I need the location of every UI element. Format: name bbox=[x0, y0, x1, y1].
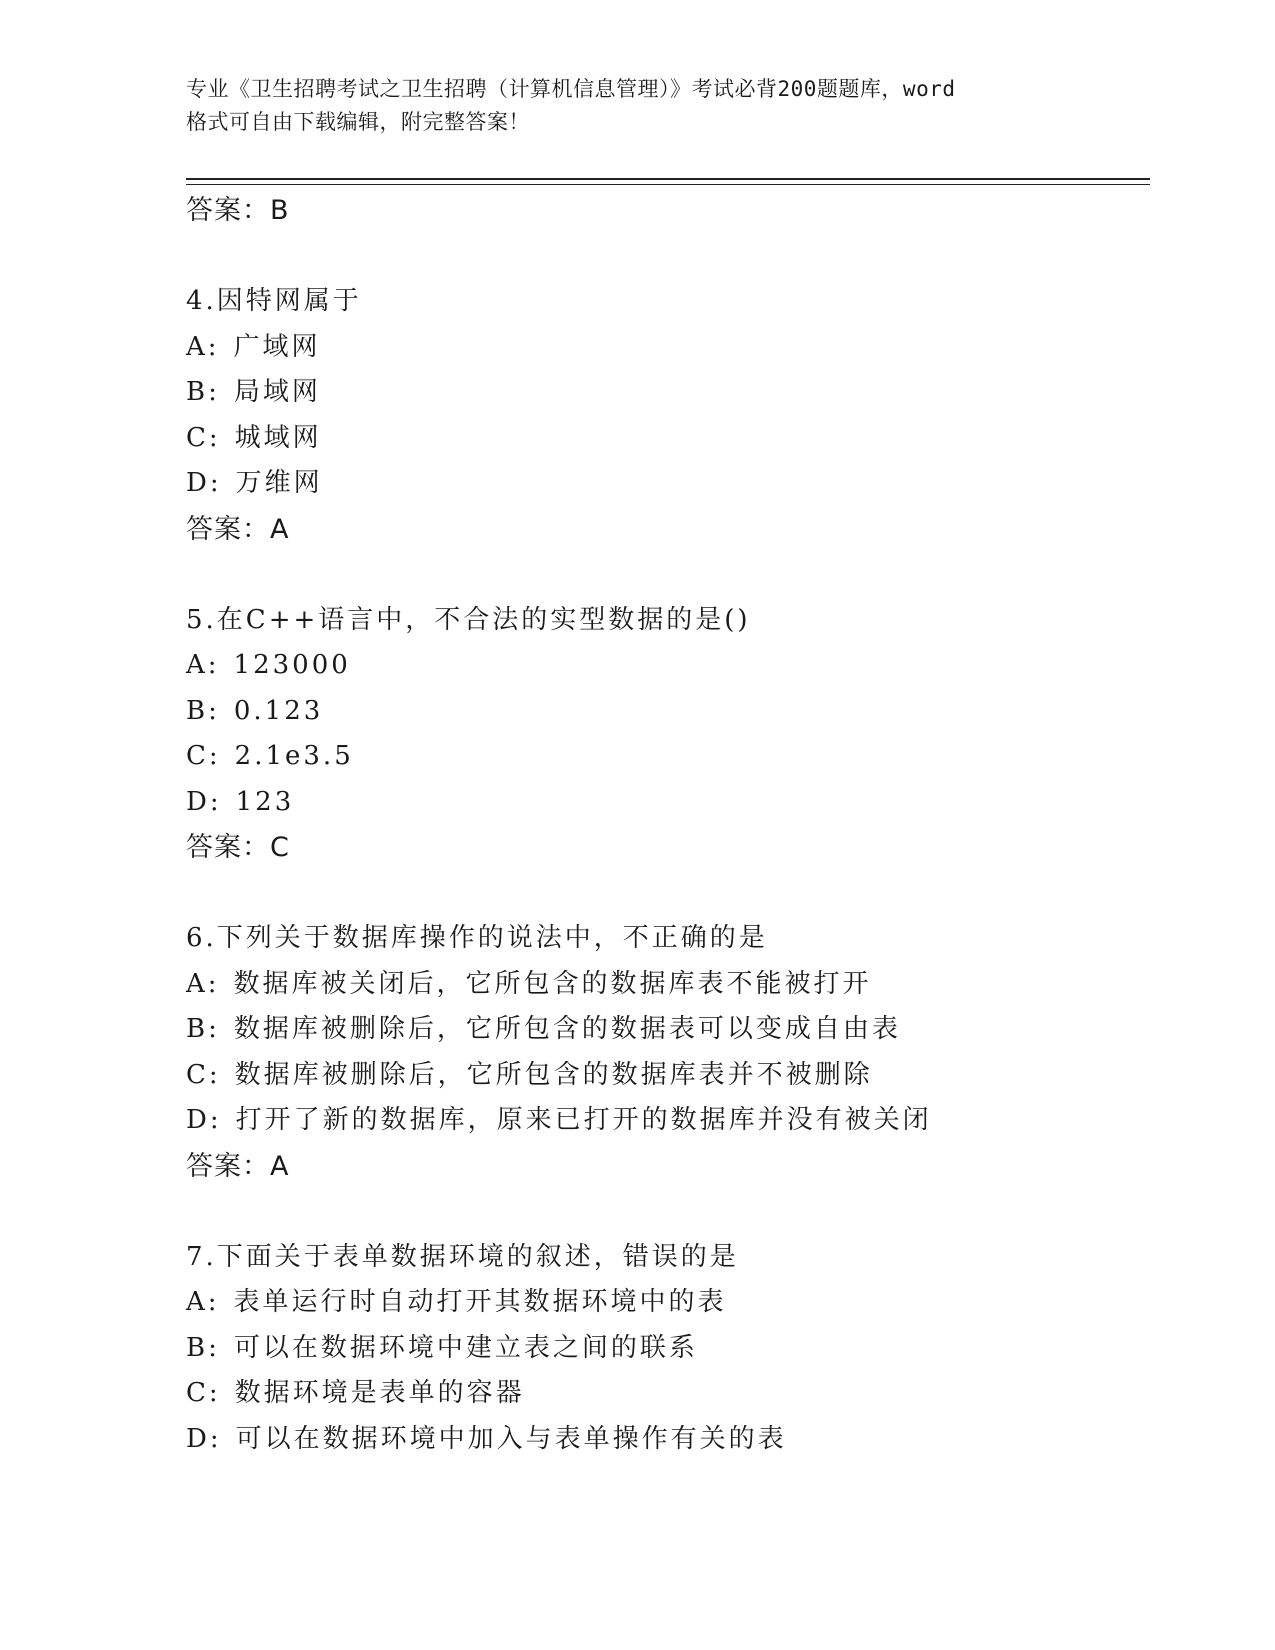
question-option bbox=[186, 1098, 1150, 1144]
spacer bbox=[186, 871, 1150, 917]
question-option bbox=[186, 1280, 1150, 1326]
option-text: 数据库被删除后，它所包含的数据库表并不被删除 bbox=[234, 1059, 873, 1090]
question-answer: 答案：A bbox=[186, 1150, 290, 1182]
question-option bbox=[186, 962, 1150, 1008]
spacer bbox=[186, 552, 1150, 598]
question-option bbox=[186, 325, 1150, 371]
option-text: 数据库被删除后，它所包含的数据表可以变成自由表 bbox=[233, 1014, 901, 1044]
option-key: A: bbox=[186, 650, 220, 680]
question-option bbox=[186, 643, 1150, 689]
question-option bbox=[186, 1417, 1150, 1463]
option-key: C: bbox=[186, 741, 221, 771]
question-option bbox=[186, 370, 1150, 416]
question-option bbox=[186, 1053, 1150, 1099]
question-option bbox=[186, 461, 1150, 507]
question-stem: 4.因特网属于 bbox=[186, 286, 362, 316]
question-option bbox=[186, 1326, 1150, 1372]
header-rule-thin bbox=[186, 184, 1150, 185]
option-text: 广域网 bbox=[233, 331, 321, 362]
document-header bbox=[186, 73, 1086, 139]
spacer bbox=[186, 234, 1150, 280]
question-list bbox=[186, 188, 1150, 1462]
question-stem: 5.在C++语言中，不合法的实型数据的是() bbox=[186, 604, 751, 635]
option-text: 数据环境是表单的容器 bbox=[234, 1378, 525, 1408]
option-key: C: bbox=[186, 1378, 221, 1408]
option-key: A: bbox=[186, 968, 220, 999]
question-option bbox=[186, 689, 1150, 735]
question-stem: 6.下列关于数据库操作的说法中，不正确的是 bbox=[186, 923, 768, 953]
option-text: 2.1e3.5 bbox=[234, 741, 354, 771]
option-key: B: bbox=[186, 377, 220, 407]
option-text: 123000 bbox=[233, 650, 351, 680]
option-text: 表单运行时自动打开其数据环境中的表 bbox=[233, 1287, 727, 1317]
option-text: 城域网 bbox=[234, 422, 322, 453]
option-text: 数据库被关闭后，它所包含的数据库表不能被打开 bbox=[233, 968, 872, 999]
option-text: 123 bbox=[235, 786, 295, 817]
question-block bbox=[186, 916, 1150, 1189]
option-key: C: bbox=[186, 422, 221, 453]
spacer bbox=[186, 1189, 1150, 1235]
option-key: B: bbox=[186, 695, 220, 726]
option-text: 0.123 bbox=[233, 695, 324, 726]
question-block bbox=[186, 279, 1150, 552]
option-key: D: bbox=[186, 468, 222, 498]
question-block bbox=[186, 598, 1150, 871]
header-line-1: 专业《卫生招聘考试之卫生招聘（计算机信息管理）》考试必背200题题库，word bbox=[186, 77, 956, 101]
option-key: A: bbox=[186, 1287, 220, 1317]
question-answer: 答案：C bbox=[186, 832, 290, 863]
option-key: B: bbox=[186, 1332, 220, 1363]
question-option bbox=[186, 780, 1150, 826]
option-text: 可以在数据环境中加入与表单操作有关的表 bbox=[235, 1423, 787, 1454]
option-text: 局域网 bbox=[233, 377, 321, 407]
question-answer: 答案：A bbox=[186, 513, 290, 545]
question-stem: 7.下面关于表单数据环境的叙述，错误的是 bbox=[186, 1241, 739, 1272]
option-key: A: bbox=[186, 331, 220, 362]
option-key: D: bbox=[186, 786, 222, 817]
option-key: D: bbox=[186, 1105, 222, 1135]
document-page bbox=[186, 0, 1150, 1650]
option-key: B: bbox=[186, 1014, 220, 1044]
question-option bbox=[186, 416, 1150, 462]
question-option bbox=[186, 1007, 1150, 1053]
question-block bbox=[186, 1235, 1150, 1463]
option-key: C: bbox=[186, 1059, 221, 1090]
question-option bbox=[186, 1371, 1150, 1417]
header-line-2: 格式可自由下载编辑，附完整答案！ bbox=[186, 110, 530, 134]
option-key: D: bbox=[186, 1423, 222, 1454]
previous-answer: 答案：B bbox=[186, 195, 290, 226]
option-text: 可以在数据环境中建立表之间的联系 bbox=[233, 1332, 698, 1363]
option-text: 打开了新的数据库，原来已打开的数据库并没有被关闭 bbox=[235, 1105, 932, 1135]
header-rule-thick bbox=[186, 178, 1150, 180]
option-text: 万维网 bbox=[235, 468, 323, 498]
question-option bbox=[186, 734, 1150, 780]
